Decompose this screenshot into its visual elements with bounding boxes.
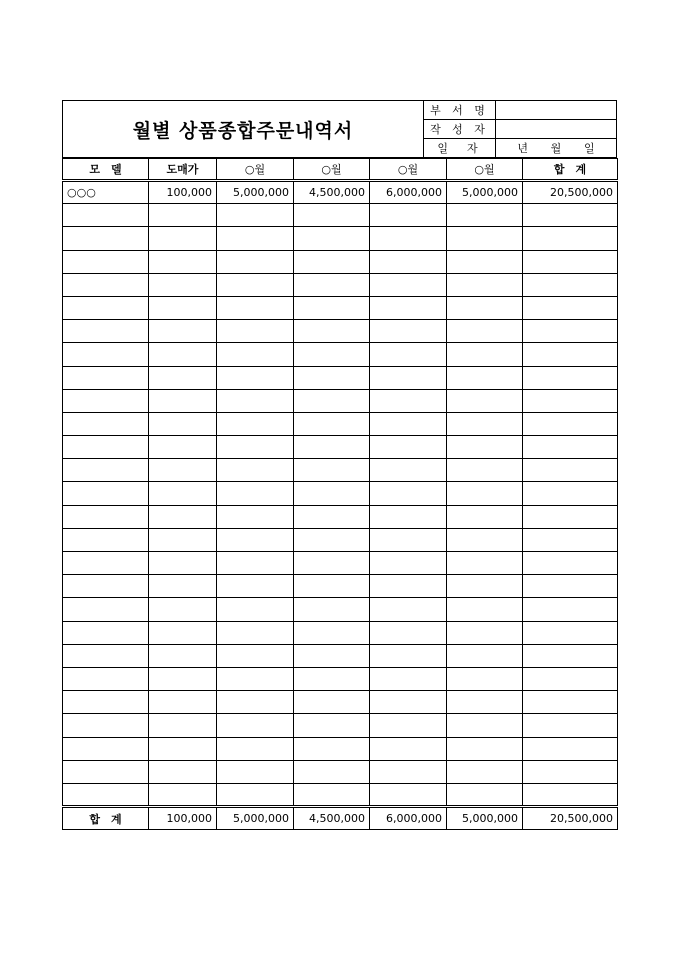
value-cell[interactable] [217,691,294,714]
value-cell[interactable] [149,552,217,575]
value-cell[interactable] [294,552,370,575]
value-cell[interactable] [447,389,523,412]
value-cell[interactable] [294,760,370,783]
value-cell[interactable] [523,250,618,273]
model-cell[interactable] [63,320,149,343]
date-month-label: 월 [550,142,562,155]
value-cell[interactable] [149,737,217,760]
table-row [63,250,618,273]
header-model: 모 델 [63,159,149,181]
value-cell[interactable] [294,482,370,505]
value-cell[interactable] [447,737,523,760]
form-header [62,100,617,158]
writer-field[interactable] [496,120,616,138]
value-cell[interactable] [294,714,370,737]
value-cell[interactable] [217,273,294,296]
total-value: 100,000 [149,807,217,830]
value-cell[interactable] [523,366,618,389]
value-cell[interactable] [294,204,370,227]
value-cell[interactable] [217,296,294,319]
value-cell[interactable] [149,621,217,644]
page-title: 월별 상품종합주문내역서 [132,119,354,142]
model-cell[interactable] [63,552,149,575]
value-cell[interactable] [149,691,217,714]
table-row [63,691,618,714]
value-cell[interactable] [370,436,447,459]
value-cell[interactable] [523,505,618,528]
total-label: 합 계 [63,807,149,830]
model-cell[interactable] [63,459,149,482]
table-row [63,621,618,644]
value-cell[interactable] [217,436,294,459]
value-cell[interactable] [370,389,447,412]
value-cell[interactable] [447,273,523,296]
value-cell[interactable] [294,783,370,806]
value-cell[interactable] [523,528,618,551]
value-cell[interactable] [217,366,294,389]
value-cell[interactable] [447,552,523,575]
value-cell[interactable] [447,760,523,783]
value-cell[interactable] [217,412,294,435]
value-cell[interactable]: 100,000 [149,181,217,204]
value-cell[interactable] [447,667,523,690]
model-cell[interactable] [63,737,149,760]
value-cell[interactable] [217,250,294,273]
value-cell[interactable] [447,783,523,806]
value-cell[interactable] [294,250,370,273]
model-cell[interactable] [63,204,149,227]
value-cell[interactable] [370,343,447,366]
value-cell[interactable] [370,644,447,667]
value-cell[interactable] [523,412,618,435]
value-cell[interactable] [447,459,523,482]
value-cell[interactable] [217,760,294,783]
value-cell[interactable] [447,528,523,551]
value-cell[interactable] [149,343,217,366]
value-cell[interactable] [294,644,370,667]
value-cell[interactable] [149,296,217,319]
value-cell[interactable]: 4,500,000 [294,181,370,204]
table-row [63,598,618,621]
value-cell[interactable] [294,459,370,482]
header-month-2: ○월 [294,159,370,181]
model-cell[interactable] [63,412,149,435]
value-cell[interactable] [370,250,447,273]
value-cell[interactable] [523,343,618,366]
value-cell[interactable] [294,412,370,435]
value-cell[interactable] [217,667,294,690]
value-cell[interactable] [523,552,618,575]
value-cell[interactable] [523,459,618,482]
value-cell[interactable] [447,505,523,528]
model-cell[interactable] [63,575,149,598]
model-cell[interactable] [63,691,149,714]
value-cell[interactable] [149,714,217,737]
model-cell[interactable] [63,366,149,389]
value-cell[interactable] [447,691,523,714]
value-cell[interactable] [370,737,447,760]
value-cell[interactable] [294,227,370,250]
value-cell[interactable] [149,320,217,343]
table-row [63,204,618,227]
table-row [63,227,618,250]
table-row [63,737,618,760]
table-row [63,273,618,296]
model-cell[interactable] [63,783,149,806]
value-cell[interactable] [370,760,447,783]
value-cell[interactable] [217,644,294,667]
value-cell[interactable] [523,644,618,667]
value-cell[interactable] [447,204,523,227]
table-row [63,366,618,389]
value-cell[interactable] [447,575,523,598]
table-row [63,436,618,459]
value-cell[interactable] [149,273,217,296]
value-cell[interactable] [447,621,523,644]
table-body [63,181,618,830]
model-cell[interactable] [63,482,149,505]
value-cell[interactable] [523,714,618,737]
approval-box [424,101,616,157]
model-cell[interactable] [63,296,149,319]
model-cell[interactable] [63,714,149,737]
table-row [63,343,618,366]
model-cell[interactable] [63,436,149,459]
value-cell[interactable] [523,575,618,598]
model-cell[interactable] [63,528,149,551]
value-cell[interactable] [217,528,294,551]
value-cell[interactable] [149,366,217,389]
model-cell[interactable] [63,598,149,621]
value-cell[interactable] [447,482,523,505]
dept-label: 부 서 명 [424,101,496,119]
date-label: 일 자 [424,139,496,157]
value-cell[interactable] [217,343,294,366]
total-value: 5,000,000 [217,807,294,830]
header-total: 합 계 [523,159,618,181]
value-cell[interactable] [523,227,618,250]
value-cell[interactable] [217,783,294,806]
value-cell[interactable] [149,459,217,482]
header-wholesale-price: 도매가 [149,159,217,181]
table-row [63,760,618,783]
model-cell[interactable] [63,667,149,690]
value-cell[interactable] [370,296,447,319]
date-year-label: 년 [517,142,528,155]
table-row [63,412,618,435]
value-cell[interactable] [447,343,523,366]
value-cell[interactable] [370,714,447,737]
value-cell[interactable] [149,528,217,551]
value-cell[interactable] [523,320,618,343]
value-cell[interactable] [149,412,217,435]
value-cell[interactable] [447,296,523,319]
table-row [63,667,618,690]
value-cell[interactable] [149,482,217,505]
value-cell[interactable] [149,250,217,273]
value-cell[interactable] [149,505,217,528]
writer-row [424,119,616,138]
order-form [62,100,617,830]
table-row [63,714,618,737]
value-cell[interactable]: 6,000,000 [370,181,447,204]
table-row [63,528,618,551]
value-cell[interactable] [370,482,447,505]
value-cell[interactable] [447,598,523,621]
value-cell[interactable] [523,621,618,644]
value-cell[interactable] [294,737,370,760]
value-cell[interactable] [294,621,370,644]
dept-field[interactable] [496,101,616,119]
total-value: 20,500,000 [523,807,618,830]
table-row [63,320,618,343]
value-cell[interactable] [447,412,523,435]
value-cell[interactable] [217,482,294,505]
value-cell[interactable] [217,575,294,598]
model-cell[interactable] [63,343,149,366]
model-cell[interactable] [63,273,149,296]
value-cell[interactable] [217,714,294,737]
value-cell[interactable] [447,250,523,273]
value-cell[interactable] [217,505,294,528]
value-cell[interactable] [370,691,447,714]
value-cell[interactable]: 20,500,000 [523,181,618,204]
value-cell[interactable] [149,389,217,412]
model-cell[interactable] [63,250,149,273]
title-cell [63,101,424,157]
value-cell[interactable] [523,204,618,227]
value-cell[interactable] [217,598,294,621]
value-cell[interactable] [294,296,370,319]
value-cell[interactable] [447,714,523,737]
value-cell[interactable] [217,204,294,227]
table-row [63,181,618,204]
value-cell[interactable] [370,459,447,482]
model-cell[interactable] [63,621,149,644]
value-cell[interactable] [447,320,523,343]
value-cell[interactable] [523,737,618,760]
value-cell[interactable] [447,227,523,250]
value-cell[interactable]: 5,000,000 [217,181,294,204]
table-row [63,505,618,528]
value-cell[interactable] [294,667,370,690]
value-cell[interactable] [523,482,618,505]
value-cell[interactable] [149,644,217,667]
model-cell[interactable]: ○○○ [63,181,149,204]
value-cell[interactable] [523,691,618,714]
value-cell[interactable] [294,389,370,412]
value-cell[interactable] [149,575,217,598]
value-cell[interactable] [370,273,447,296]
value-cell[interactable]: 5,000,000 [447,181,523,204]
order-table [62,158,618,830]
value-cell[interactable] [370,621,447,644]
value-cell[interactable] [294,691,370,714]
value-cell[interactable] [217,227,294,250]
value-cell[interactable] [294,366,370,389]
value-cell[interactable] [294,575,370,598]
date-row [424,138,616,157]
value-cell[interactable] [217,389,294,412]
value-cell[interactable] [370,783,447,806]
value-cell[interactable] [294,273,370,296]
value-cell[interactable] [217,621,294,644]
table-row [63,389,618,412]
value-cell[interactable] [217,737,294,760]
model-cell[interactable] [63,227,149,250]
header-month-3: ○월 [370,159,447,181]
value-cell[interactable] [523,783,618,806]
total-value: 6,000,000 [370,807,447,830]
value-cell[interactable] [149,227,217,250]
value-cell[interactable] [294,528,370,551]
value-cell[interactable] [370,552,447,575]
value-cell[interactable] [149,436,217,459]
date-day-label: 일 [584,142,595,155]
header-month-4: ○월 [447,159,523,181]
table-row [63,783,618,806]
value-cell[interactable] [294,343,370,366]
table-row [63,459,618,482]
value-cell[interactable] [370,528,447,551]
table-header-row [63,159,618,181]
value-cell[interactable] [294,505,370,528]
value-cell[interactable] [370,227,447,250]
value-cell[interactable] [370,412,447,435]
total-value: 4,500,000 [294,807,370,830]
value-cell[interactable] [217,459,294,482]
value-cell[interactable] [370,505,447,528]
value-cell[interactable] [149,204,217,227]
value-cell[interactable] [523,296,618,319]
value-cell[interactable] [149,760,217,783]
value-cell[interactable] [447,436,523,459]
value-cell[interactable] [294,598,370,621]
model-cell[interactable] [63,644,149,667]
date-field[interactable] [496,139,616,157]
value-cell[interactable] [217,552,294,575]
table-row [63,575,618,598]
value-cell[interactable] [523,760,618,783]
value-cell[interactable] [149,783,217,806]
table-row [63,644,618,667]
total-row [63,807,618,830]
value-cell[interactable] [523,436,618,459]
table-row [63,482,618,505]
value-cell[interactable] [370,575,447,598]
value-cell[interactable] [370,204,447,227]
value-cell[interactable] [370,598,447,621]
value-cell[interactable] [523,598,618,621]
value-cell[interactable] [370,667,447,690]
model-cell[interactable] [63,389,149,412]
value-cell[interactable] [294,436,370,459]
value-cell[interactable] [523,389,618,412]
value-cell[interactable] [370,366,447,389]
value-cell[interactable] [294,320,370,343]
value-cell[interactable] [523,273,618,296]
value-cell[interactable] [370,320,447,343]
writer-label: 작 성 자 [424,120,496,138]
model-cell[interactable] [63,760,149,783]
value-cell[interactable] [447,644,523,667]
model-cell[interactable] [63,505,149,528]
total-value: 5,000,000 [447,807,523,830]
value-cell[interactable] [523,667,618,690]
table-row [63,296,618,319]
header-month-1: ○월 [217,159,294,181]
table-row [63,552,618,575]
value-cell[interactable] [149,598,217,621]
value-cell[interactable] [447,366,523,389]
value-cell[interactable] [217,320,294,343]
value-cell[interactable] [149,667,217,690]
dept-row [424,101,616,119]
